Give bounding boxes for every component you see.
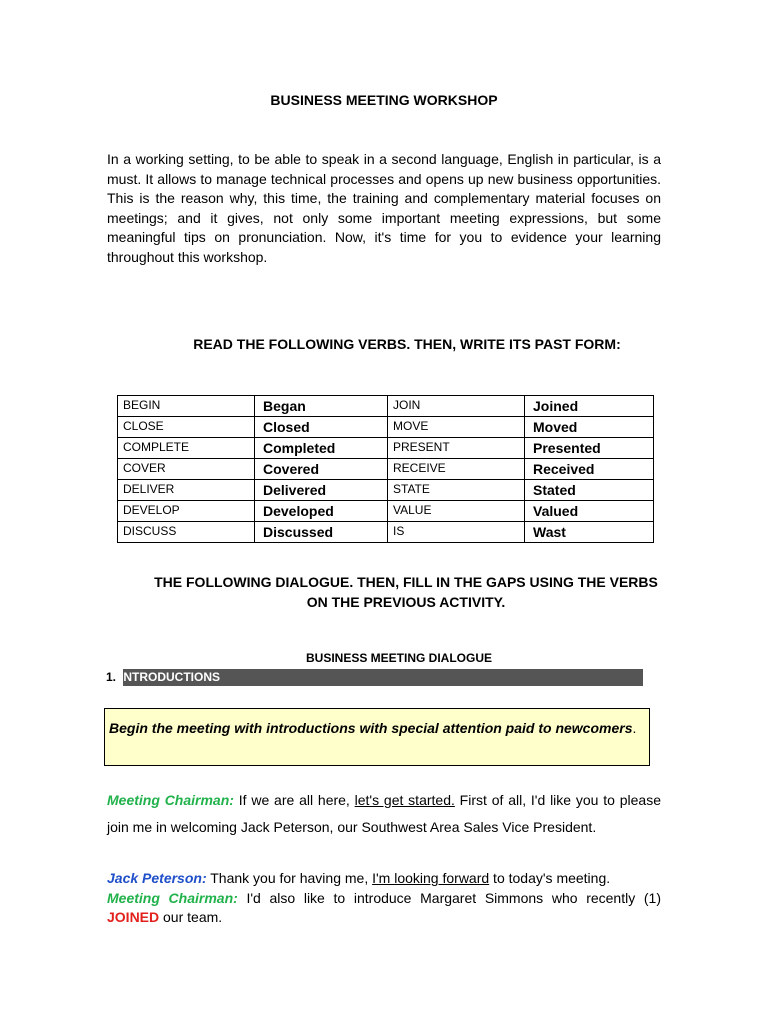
speaker-jack: Jack Peterson: — [107, 870, 207, 886]
verb-cell: CLOSE — [118, 417, 255, 438]
dialogue-text: If we are all here, — [233, 792, 355, 808]
verb-cell: DELIVER — [118, 480, 255, 501]
past-form-cell: Joined — [525, 396, 654, 417]
verb-cell: BEGIN — [118, 396, 255, 417]
underlined-expression: I'm looking forward — [372, 870, 490, 886]
past-form-cell: Valued — [525, 501, 654, 522]
verb-cell: STATE — [388, 480, 525, 501]
past-form-cell: Completed — [255, 438, 388, 459]
dialogue-chairman-line-1 — [107, 787, 661, 840]
table-row — [118, 501, 654, 522]
past-form-cell: Closed — [255, 417, 388, 438]
instruction-verbs — [107, 336, 707, 352]
dialogue-chairman-line-2 — [107, 889, 661, 928]
document-title: BUSINESS MEETING WORKSHOP — [270, 92, 498, 108]
verb-cell: IS — [388, 522, 525, 543]
past-form-cell: Moved — [525, 417, 654, 438]
tip-text: Begin the meeting with introductions with special attention paid to newcomers — [109, 720, 633, 736]
past-form-cell: Presented — [525, 438, 654, 459]
past-form-cell: Delivered — [255, 480, 388, 501]
dialogue-jack-line — [107, 869, 661, 889]
speaker-chairman: Meeting Chairman: — [107, 792, 234, 808]
verb-cell: COVER — [118, 459, 255, 480]
section-label: INTRODUCTIONS — [120, 670, 221, 684]
past-form-cell: Received — [525, 459, 654, 480]
verb-cell: PRESENT — [388, 438, 525, 459]
verb-cell: MOVE — [388, 417, 525, 438]
dialogue-text: our team. — [159, 909, 223, 925]
verb-cell: DISCUSS — [118, 522, 255, 543]
section-number: 1. — [106, 670, 117, 684]
verb-cell: JOIN — [388, 396, 525, 417]
past-form-cell: Stated — [525, 480, 654, 501]
table-row — [118, 417, 654, 438]
table-row — [118, 438, 654, 459]
table-row — [118, 396, 654, 417]
table-row — [118, 522, 654, 543]
tip-period: . — [632, 720, 637, 736]
verb-cell: RECEIVE — [388, 459, 525, 480]
section-header-introductions — [106, 669, 643, 686]
tip-box — [104, 708, 650, 766]
verb-cell: COMPLETE — [118, 438, 255, 459]
dialogue-text: Thank you for having me, — [206, 870, 373, 886]
past-form-cell: Developed — [255, 501, 388, 522]
underlined-expression: let's get started. — [354, 792, 455, 808]
table-row — [118, 480, 654, 501]
past-form-cell: Began — [255, 396, 388, 417]
intro-paragraph: In a working setting, to be able to speak in a second language, English in particular, is a must. It allows to manage technical processes and opens up new business opportunities. This is the reason why, this time, the training and complementary material focuses on meetings; and it gives, not only some important meeting expressions, but some meaningful tips on pronunciation. Now, it's time for you to evidence your learning throughout this workshop. — [107, 151, 661, 265]
past-form-cell: Discussed — [255, 522, 388, 543]
dialogue-text: to today's meeting. — [489, 870, 611, 886]
past-form-cell: Wast — [525, 522, 654, 543]
speaker-chairman: Meeting Chairman: — [107, 889, 238, 906]
instruction-dialogue: THE FOLLOWING DIALOGUE. THEN, FILL IN THE GAPS USING THE VERBS ON THE PREVIOUS ACTIVITY. — [154, 574, 658, 610]
instruction-verbs-text: READ THE FOLLOWING VERBS. THEN, WRITE ITS PAST FORM: — [193, 336, 621, 352]
verbs-table — [117, 395, 654, 543]
dialogue-block-2 — [107, 869, 661, 928]
dialogue-text: I'd also like to introduce Margaret Simmons who recently (1) — [237, 889, 661, 906]
table-row — [118, 459, 654, 480]
dialogue-title: BUSINESS MEETING DIALOGUE — [305, 651, 493, 665]
answer-word: JOINED — [107, 909, 160, 925]
verb-cell: VALUE — [388, 501, 525, 522]
verb-cell: DEVELOP — [118, 501, 255, 522]
dialogue-text: First of all, I'd like you to please join me in welcoming Jack Peterson, our Southwest Area Sales Vice President. — [107, 792, 662, 835]
past-form-cell: Covered — [255, 459, 388, 480]
